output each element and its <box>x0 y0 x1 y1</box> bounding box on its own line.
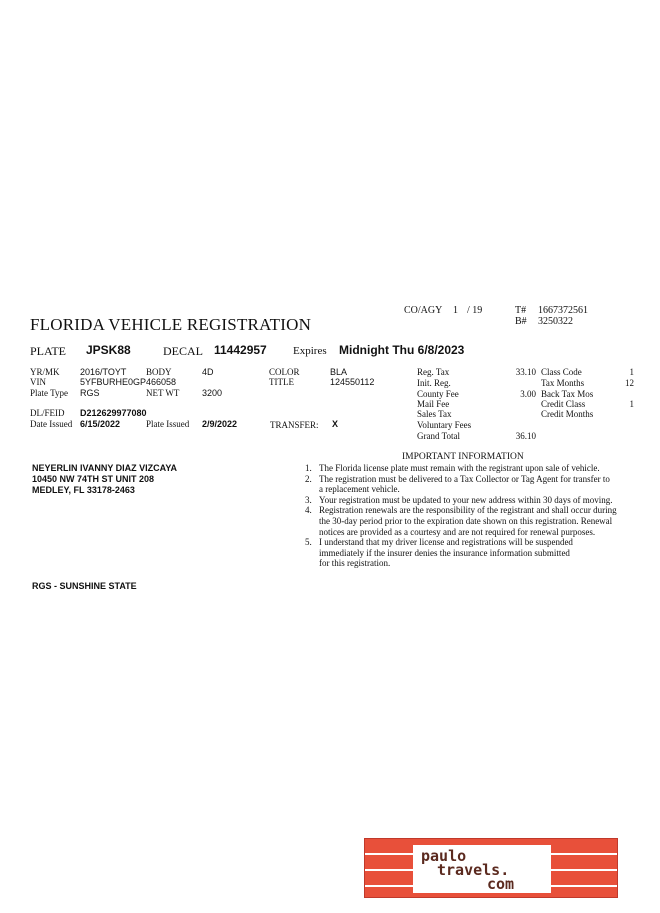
reg-tax-value: 33.10 <box>515 367 536 377</box>
important-item-2-line-2: a replacement vehicle. <box>319 484 400 495</box>
decal-value: 11442957 <box>214 343 267 357</box>
plate-value: JPSK88 <box>86 343 131 357</box>
important-item-5-line-1 <box>305 537 573 548</box>
important-list <box>305 463 645 575</box>
title-label: TITLE <box>269 377 294 387</box>
logo-line1: paulo <box>421 847 467 865</box>
logo-line3: com <box>487 875 515 893</box>
important-item-text: Your registration must be updated to your new address within 30 days of moving. <box>319 494 613 505</box>
plate-type-label: Plate Type <box>30 388 68 398</box>
owner-address-line1: 10450 NW 74TH ST UNIT 208 <box>32 474 155 484</box>
transfer-label: TRANSFER: <box>270 420 319 430</box>
sales-tax-label: Sales Tax <box>417 409 452 419</box>
important-item-number: 5. <box>305 537 312 548</box>
important-item-text: I understand that my driver license and registrations will be suspended <box>319 537 573 548</box>
tax-months-value: 12 <box>625 378 634 388</box>
date-issued-label: Date Issued <box>30 419 73 429</box>
logo-text-box <box>413 845 551 893</box>
important-item-1-line-1 <box>305 463 600 474</box>
credit-months-label: Credit Months <box>541 409 594 419</box>
co-agy-value: 1 <box>453 305 458 316</box>
color-value: BLA <box>330 367 348 377</box>
grand-total-value: 36.10 <box>515 431 536 441</box>
mail-fee-label: Mail Fee <box>417 399 450 409</box>
dl-feid-label: DL/FEID <box>30 408 65 418</box>
county-fee-value: 3.00 <box>520 389 536 399</box>
plate-issued-value: 2/9/2022 <box>202 419 238 429</box>
important-item-4-line-1 <box>305 505 617 516</box>
vin-label: VIN <box>30 377 46 387</box>
t-number-label: T# <box>515 305 527 316</box>
class-code-label: Class Code <box>541 367 582 377</box>
important-item-3-line-1 <box>305 495 613 506</box>
owner-name: NEYERLIN IVANNY DIAZ VIZCAYA <box>32 463 178 473</box>
credit-class-label: Credit Class <box>541 399 586 409</box>
yrmk-value: 2016/TOYT <box>80 367 127 377</box>
net-wt-label: NET WT <box>146 388 180 398</box>
logo-line2: travels. <box>437 861 510 879</box>
important-item-4-line-2: the 30-day period prior to the expiration date shown on this registration. Renewal <box>319 516 613 526</box>
t-number-value: 1667372561 <box>538 305 588 316</box>
important-item-number: 2. <box>305 473 312 484</box>
vin-value: 5YFBURHE0GP466058 <box>80 377 177 387</box>
color-label: COLOR <box>269 367 300 377</box>
plate-issued-label: Plate Issued <box>146 419 190 429</box>
owner-address-line2: MEDLEY, FL 33178-2463 <box>32 485 135 495</box>
important-item-5-line-2: immediately if the insurer denies the insurance information submitted <box>319 547 570 558</box>
important-heading: IMPORTANT INFORMATION <box>402 452 524 462</box>
b-number-label: B# <box>515 316 527 327</box>
reg-tax-label: Reg. Tax <box>417 367 450 377</box>
important-item-2-line-1 <box>305 474 610 485</box>
important-item-text: The Florida license plate must remain with the registrant upon sale of vehicle. <box>319 463 600 473</box>
important-item-text: Registration renewals are the responsibility of the registrant and shall occur during <box>319 505 617 516</box>
important-item-number: 4. <box>305 505 312 516</box>
important-item-number: 3. <box>305 494 312 505</box>
voluntary-fees-label: Voluntary Fees <box>417 420 472 430</box>
plate-type-value: RGS <box>80 388 100 398</box>
yrmk-label: YR/MK <box>30 367 60 377</box>
date-issued-value: 6/15/2022 <box>80 419 121 429</box>
co-agy-total: / 19 <box>467 305 483 316</box>
transfer-value: X <box>332 419 339 429</box>
county-fee-label: County Fee <box>417 389 459 399</box>
plate-label: PLATE <box>30 344 66 358</box>
co-agy-label: CO/AGY <box>404 305 443 316</box>
init-reg-label: Init. Reg. <box>417 378 451 388</box>
credit-class-value: 1 <box>629 399 634 409</box>
important-item-number: 1. <box>305 463 312 473</box>
back-tax-label: Back Tax Mos <box>541 389 594 399</box>
body-label: BODY <box>146 367 172 377</box>
important-item-5-line-3: for this registration. <box>319 558 391 569</box>
tax-months-label: Tax Months <box>541 378 585 388</box>
expires-value: Midnight Thu 6/8/2023 <box>339 343 465 357</box>
b-number-value: 3250322 <box>538 316 573 327</box>
important-item-text: The registration must be delivered to a Tax Collector or Tag Agent for transfer to <box>319 473 610 484</box>
dl-feid-value: D212629977080 <box>80 408 147 418</box>
decal-label: DECAL <box>163 344 203 358</box>
paulo-travels-logo <box>364 838 618 898</box>
grand-total-label: Grand Total <box>417 431 460 441</box>
class-code-value: 1 <box>629 367 634 377</box>
title-value: 124550112 <box>330 377 375 387</box>
body-value: 4D <box>202 367 214 377</box>
page-title: FLORIDA VEHICLE REGISTRATION <box>30 315 312 334</box>
expires-label: Expires <box>293 345 327 357</box>
important-item-4-line-3: notices are provided as a courtesy and are not required for renewal purposes. <box>319 526 596 537</box>
net-wt-value: 3200 <box>202 388 223 398</box>
plate-motto: RGS - SUNSHINE STATE <box>32 581 137 591</box>
